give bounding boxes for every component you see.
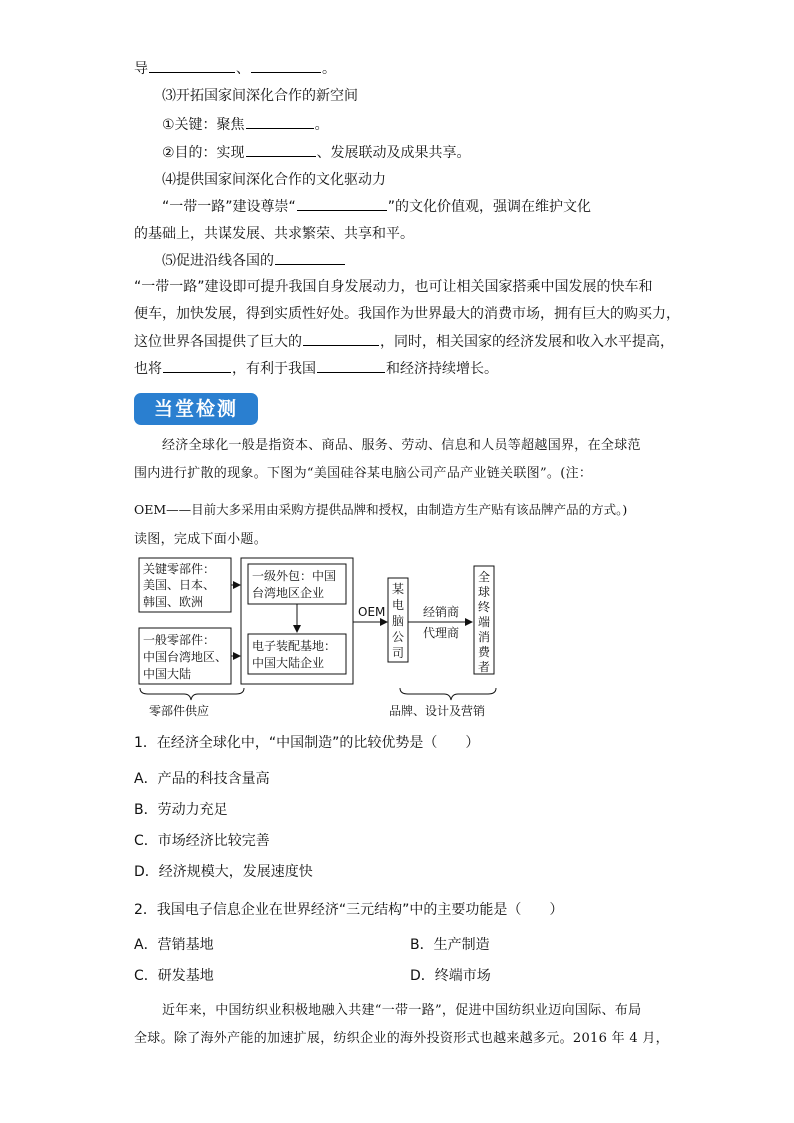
item5-para-1: “一带一路”建设即可提升我国自身发展动力，也可让相关国家搭乘中国发展的快车和 (134, 279, 653, 295)
continuation-line: 导 、 。 (134, 58, 336, 79)
answer-blank[interactable] (149, 58, 235, 73)
answer-blank[interactable] (246, 114, 314, 129)
q2-stem: 2．我国电子信息企业在世界经济“三元结构”中的主要功能是（ ） (134, 902, 564, 918)
answer-blank[interactable] (303, 331, 379, 346)
intro-line-3: OEM——目前大多采用由采购方提供品牌和授权，由制造方生产贴有该品牌产品的方式。) (134, 502, 628, 517)
company-char: 脑 (392, 614, 405, 628)
assembly-line: 中国大陆企业 (252, 656, 325, 670)
bracket-right (400, 688, 496, 700)
intro-line-1: 经济全球化一般是指资本、商品、服务、劳动、信息和人员等超越国界，在全球范 (162, 438, 641, 453)
q2-option-a[interactable]: A．营销基地 (134, 937, 214, 953)
q1-option-d[interactable]: D．经济规模大，发展速度快 (134, 864, 313, 880)
key-parts-line: 韩国、欧洲 (143, 595, 204, 609)
key-parts-line: 关键零部件： (143, 562, 216, 576)
section-badge: 当堂检测 (134, 393, 258, 425)
label-parts-supply: 零部件供应 (149, 704, 210, 718)
industry-chain-diagram (134, 550, 514, 720)
oem-label: OEM (358, 605, 386, 619)
general-parts-line: 一般零部件： (143, 633, 216, 647)
item3-title: ⑶开拓国家间深化合作的新空间 (162, 88, 358, 104)
consumer-char: 球 (478, 585, 491, 599)
label-brand-marketing: 品牌、设计及营销 (389, 704, 486, 718)
answer-blank[interactable] (251, 58, 321, 73)
q2-option-c[interactable]: C．研发基地 (134, 968, 214, 984)
q1-stem: 1．在经济全球化中，“中国制造”的比较优势是（ ） (134, 735, 480, 751)
intro-line-2: 围内进行扩散的现象。下图为“美国硅谷某电脑公司产品产业链关联图”。(注： (134, 466, 593, 481)
consumer-char: 者 (478, 660, 491, 674)
general-parts-line: 中国大陆 (143, 667, 192, 681)
intro-line-4: 读图，完成下面小题。 (134, 532, 268, 547)
passage2-line-1: 近年来，中国纺织业积极地融入共建“一带一路”，促进中国纺织业迈向国际、布局 (162, 1003, 642, 1018)
item4-text-cont: 的基础上，共谋发展、共求繁荣、共享和平。 (134, 226, 414, 242)
item3-2: ②目的：实现 、发展联动及成果共享。 (162, 142, 471, 163)
answer-blank[interactable] (163, 358, 231, 373)
item4-text: “一带一路”建设尊崇“ ”的文化价值观，强调在维护文化 (162, 196, 591, 217)
item4-title: ⑷提供国家间深化合作的文化驱动力 (162, 172, 386, 188)
answer-blank[interactable] (317, 358, 385, 373)
company-char: 某 (392, 582, 405, 596)
item5-para-4: 也将 ，有利于我国 和经济持续增长。 (134, 358, 498, 379)
q2-option-d[interactable]: D．终端市场 (410, 968, 491, 984)
answer-blank[interactable] (297, 196, 387, 211)
answer-blank[interactable] (246, 142, 316, 157)
company-char: 司 (392, 646, 405, 660)
assembly-line: 电子装配基地： (252, 639, 337, 653)
general-parts-line: 中国台湾地区、 (143, 650, 228, 664)
consumer-char: 全 (478, 570, 491, 584)
tier1-line: 一级外包：中国 (252, 569, 337, 583)
bracket-left (140, 688, 244, 700)
agent-label: 代理商 (423, 626, 460, 640)
consumer-char: 费 (478, 645, 491, 659)
consumer-char: 端 (478, 615, 491, 629)
key-parts-line: 美国、日本、 (143, 578, 216, 592)
dealer-label: 经销商 (423, 605, 460, 619)
item5-title: ⑸促进沿线各国的 (162, 250, 346, 271)
passage2-line-2: 全球。除了海外产能的加速扩展，纺织企业的海外投资形式也越来越多元。2016 年 4 月， (134, 1031, 669, 1046)
q2-option-b[interactable]: B．生产制造 (410, 937, 490, 953)
item3-1: ①关键：聚焦 。 (162, 114, 329, 135)
item5-para-3: 这位世界各国提供了巨大的 ，同时，相关国家的经济发展和收入水平提高， (134, 331, 674, 352)
company-char: 电 (392, 598, 405, 612)
q1-option-c[interactable]: C．市场经济比较完善 (134, 833, 270, 849)
q1-option-a[interactable]: A．产品的科技含量高 (134, 771, 270, 787)
company-char: 公 (392, 630, 405, 644)
tier1-line: 台湾地区企业 (252, 586, 325, 600)
answer-blank[interactable] (275, 250, 345, 265)
q1-option-b[interactable]: B．劳动力充足 (134, 802, 228, 818)
consumer-char: 终 (478, 600, 491, 614)
item5-para-2: 便车，加快发展，得到实质性好处。我国作为世界最大的消费市场，拥有巨大的购买力， (134, 306, 680, 322)
consumer-char: 消 (478, 630, 491, 644)
